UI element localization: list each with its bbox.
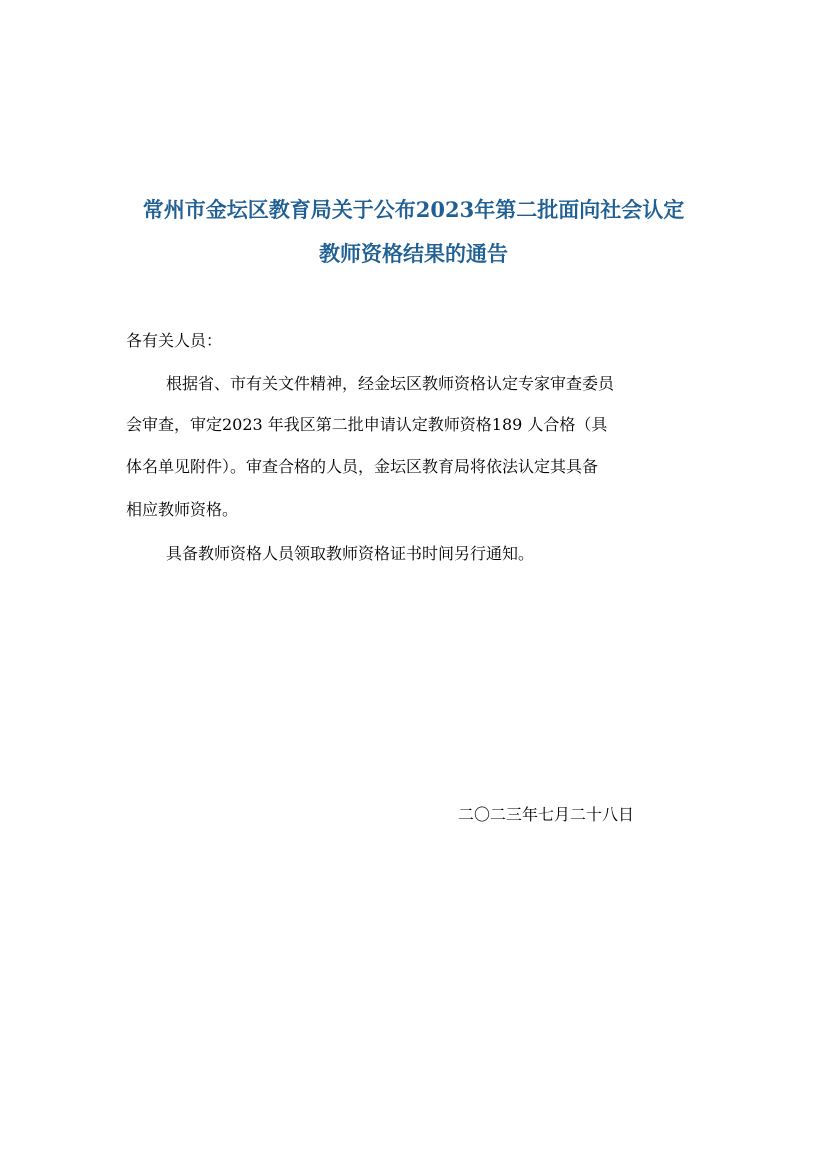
paragraph-2: 具备教师资格人员领取教师资格证书时间另行通知。 [166,544,535,563]
paragraph-1-line-2: 会审查，审定2023 年我区第二批申请认定教师资格189 人合格（具 [126,415,608,434]
paragraph-1-line-3: 体名单见附件）。审查合格的人员，金坛区教育局将依法认定其具备 [126,457,599,476]
document-title-line-2: 教师资格结果的通告 [319,241,508,266]
document-date: 二〇二三年七月二十八日 [458,805,635,824]
salutation: 各有关人员： [126,331,223,350]
paragraph-1-line-1: 根据省、市有关文件精神，经金坛区教师资格认定专家审查委员 [166,374,615,393]
paragraph-1-line-4: 相应教师资格。 [126,500,239,519]
document-title-line-1: 常州市金坛区教育局关于公布2023年第二批面向社会认定 [142,197,685,222]
